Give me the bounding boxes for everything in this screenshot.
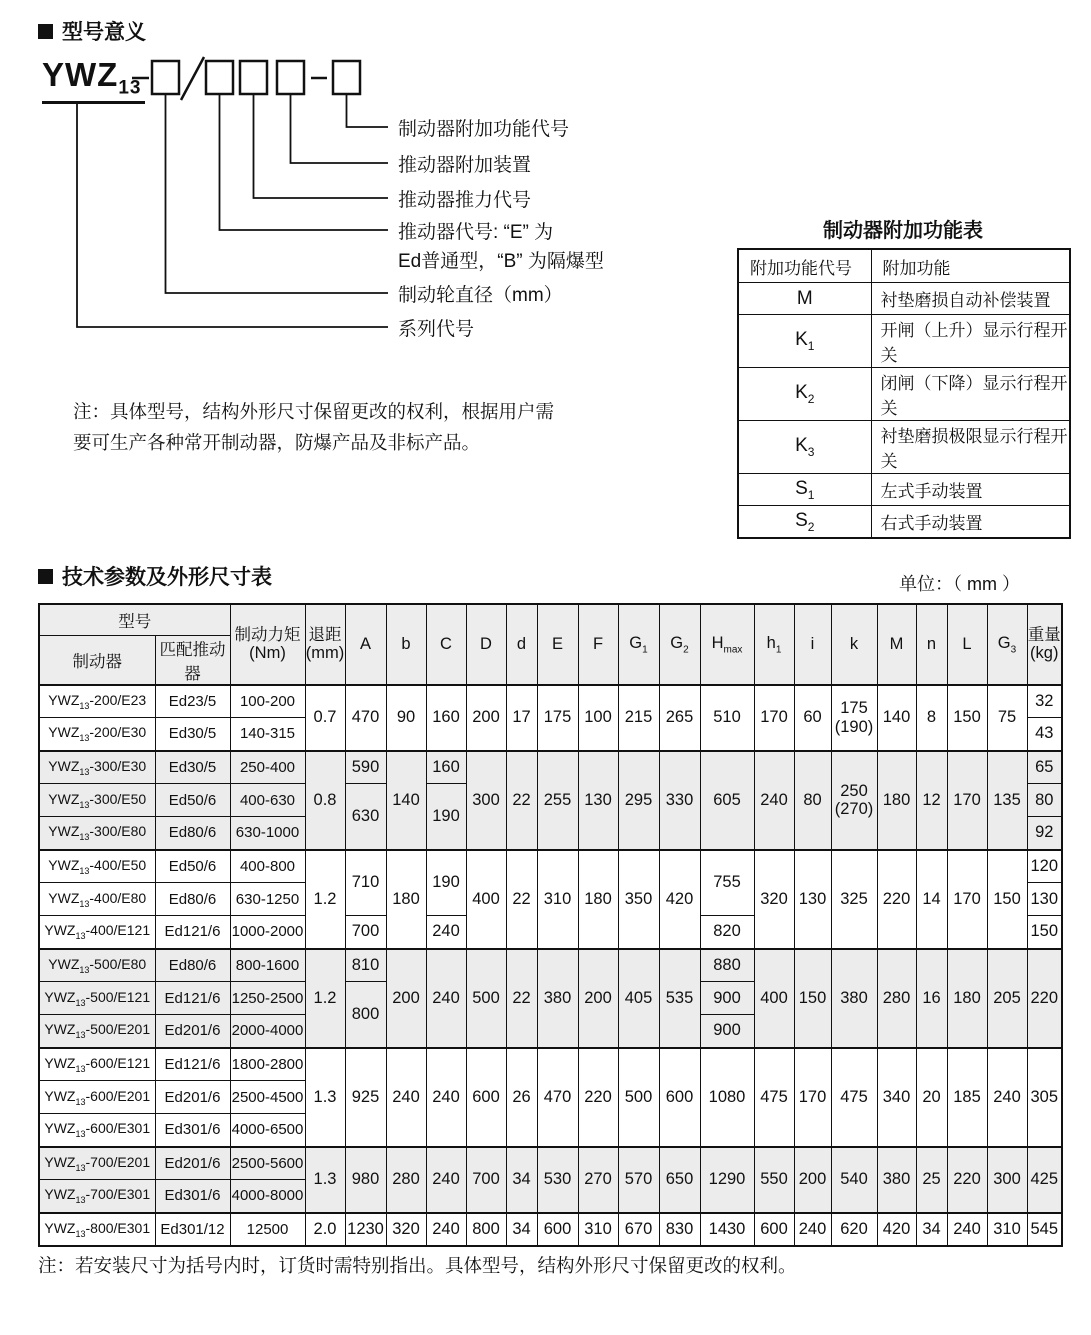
- cell: 550: [754, 1147, 794, 1213]
- cell: Ed301/12: [155, 1213, 230, 1246]
- cell: 200: [578, 949, 618, 1048]
- cell: Ed201/6: [155, 1015, 230, 1048]
- cell: 140: [877, 685, 916, 751]
- cell: Ed121/6: [155, 982, 230, 1015]
- cell: $S_2$: [738, 506, 871, 539]
- cell: 120: [1027, 850, 1062, 883]
- cell: 380: [877, 1147, 916, 1213]
- cell: 510: [700, 685, 754, 751]
- cell: 60: [794, 685, 831, 751]
- header-cell: $h_1$: [754, 604, 794, 685]
- cell: 425: [1027, 1147, 1062, 1213]
- cell: 800: [345, 982, 386, 1048]
- cell: 830: [659, 1213, 700, 1246]
- cell: 衬垫磨损自动补偿装置: [871, 283, 1070, 315]
- cell: 320: [754, 850, 794, 949]
- cell: $K_2$: [738, 368, 871, 421]
- cell: 600: [466, 1048, 506, 1147]
- cell: 80: [794, 751, 831, 850]
- cell: 90: [386, 685, 426, 751]
- cell: 295: [618, 751, 659, 850]
- cell: 630: [345, 784, 386, 850]
- cell: 280: [877, 949, 916, 1048]
- cell: 34: [506, 1213, 537, 1246]
- cell: $YWZ_{13}-700/E201$: [39, 1147, 155, 1180]
- cell: 170: [794, 1048, 831, 1147]
- cell: 190: [426, 850, 466, 916]
- cell: 20: [916, 1048, 947, 1147]
- cell: 350: [618, 850, 659, 949]
- cell: 22: [506, 949, 537, 1048]
- header-cell: 退距 (mm): [305, 604, 345, 685]
- cell: 43: [1027, 718, 1062, 751]
- cell: Ed201/6: [155, 1147, 230, 1180]
- cell: 600: [659, 1048, 700, 1147]
- cell: Ed30/5: [155, 751, 230, 784]
- note-top: 注：具体型号，结构外形尺寸保留更改的权利，根据用户需要可生产各种常开制动器，防爆产品及非标产品。: [73, 401, 555, 453]
- cell: 17: [506, 685, 537, 751]
- cell: 左式手动装置: [871, 474, 1070, 506]
- header-cell: i: [794, 604, 831, 685]
- table-row: [39, 604, 1062, 635]
- cell: 2500-4500: [230, 1081, 305, 1114]
- cell: 540: [831, 1147, 877, 1213]
- cell: $YWZ_{13}-700/E301$: [39, 1180, 155, 1213]
- cell: 140: [386, 751, 426, 850]
- cell: 32: [1027, 685, 1062, 718]
- cell: 605: [700, 751, 754, 850]
- diagram-label-series-code: 系列代号: [398, 319, 475, 340]
- cell: $YWZ_{13}-500/E121$: [39, 982, 155, 1015]
- cell: 240: [426, 949, 466, 1048]
- diagram-label-wheel-diameter: 制动轮直径（mm）: [398, 285, 563, 306]
- cell: 240: [754, 751, 794, 850]
- cell: 190: [426, 784, 466, 850]
- cell: 1.2: [305, 850, 345, 949]
- cell: 0.8: [305, 751, 345, 850]
- table-row: [738, 421, 1070, 474]
- cell: 405: [618, 949, 659, 1048]
- cell: 310: [578, 1213, 618, 1246]
- cell: 220: [947, 1147, 987, 1213]
- cell: 320: [386, 1213, 426, 1246]
- cell: 240: [426, 916, 466, 949]
- cell: 75: [987, 685, 1027, 751]
- cell: 1230: [345, 1213, 386, 1246]
- cell: 810: [345, 949, 386, 982]
- cell: 175: [537, 685, 578, 751]
- cell: 420: [659, 850, 700, 949]
- cell: 220: [578, 1048, 618, 1147]
- cell: 900: [700, 1015, 754, 1048]
- note-bottom: 注：若安装尺寸为括号内时，订货时需特别指出。具体型号，结构外形尺寸保留更改的权利。: [38, 1255, 797, 1276]
- cell: 475: [831, 1048, 877, 1147]
- cell: 280: [386, 1147, 426, 1213]
- cell: 160: [426, 685, 466, 751]
- cell: 630-1000: [230, 817, 305, 850]
- cell: $YWZ_{13}-400/E80$: [39, 883, 155, 916]
- cell: 310: [537, 850, 578, 949]
- cell: 衬垫磨损极限显示行程开关: [871, 421, 1070, 474]
- cell: 22: [506, 751, 537, 850]
- cell: 150: [947, 685, 987, 751]
- cell: 700: [466, 1147, 506, 1213]
- cell: 1000-2000: [230, 916, 305, 949]
- table-row: [39, 949, 1062, 982]
- cell: 380: [537, 949, 578, 1048]
- cell: 26: [506, 1048, 537, 1147]
- cell: 180: [578, 850, 618, 949]
- cell: 400-800: [230, 850, 305, 883]
- function-table-head: [738, 249, 1070, 283]
- cell: 545: [1027, 1213, 1062, 1246]
- cell: $YWZ_{13}-400/E50$: [39, 850, 155, 883]
- cell: 305: [1027, 1048, 1062, 1147]
- cell: Ed301/6: [155, 1180, 230, 1213]
- cell: 2500-5600: [230, 1147, 305, 1180]
- header-cell: L: [947, 604, 987, 685]
- cell: 185: [947, 1048, 987, 1147]
- cell: $YWZ_{13}-600/E201$: [39, 1081, 155, 1114]
- cell: 200: [794, 1147, 831, 1213]
- cell: $YWZ_{13}-200/E23$: [39, 685, 155, 718]
- cell: 140-315: [230, 718, 305, 751]
- cell: 400-630: [230, 784, 305, 817]
- header-cell: $G_3$: [987, 604, 1027, 685]
- cell: 600: [537, 1213, 578, 1246]
- cell: 240: [947, 1213, 987, 1246]
- cell: 250 (270): [831, 751, 877, 850]
- cell: 135: [987, 751, 1027, 850]
- cell: 300: [466, 751, 506, 850]
- cell: 590: [345, 751, 386, 784]
- cell: $YWZ_{13}-600/E121$: [39, 1048, 155, 1081]
- section-title: 技术参数及外形尺寸表: [62, 566, 272, 589]
- cell: 500: [466, 949, 506, 1048]
- table-row: [39, 685, 1062, 718]
- cell: $S_1$: [738, 474, 871, 506]
- cell: 710: [345, 850, 386, 916]
- cell: 420: [877, 1213, 916, 1246]
- cell: 980: [345, 1147, 386, 1213]
- section-marker-icon: [38, 569, 53, 584]
- cell: 0.7: [305, 685, 345, 751]
- cell: 14: [916, 850, 947, 949]
- cell: 100-200: [230, 685, 305, 718]
- function-table-title: 制动器附加功能表: [823, 220, 983, 242]
- cell: 170: [754, 685, 794, 751]
- cell: 1080: [700, 1048, 754, 1147]
- header-cell: C: [426, 604, 466, 685]
- cell: 1.3: [305, 1048, 345, 1147]
- cell: 150: [987, 850, 1027, 949]
- cell: 325: [831, 850, 877, 949]
- cell: 150: [794, 949, 831, 1048]
- header-cell: D: [466, 604, 506, 685]
- cell: $YWZ_{13}-400/E121$: [39, 916, 155, 949]
- cell: 开闸（上升）显示行程开关: [871, 315, 1070, 368]
- diagram-label-thrust-code: 推动器推力代号: [398, 190, 532, 211]
- cell: 300: [987, 1147, 1027, 1213]
- cell: 1430: [700, 1213, 754, 1246]
- header-cell: 制动器: [39, 635, 155, 685]
- cell: $YWZ_{13}-200/E30$: [39, 718, 155, 751]
- header-cell: 附加功能: [871, 249, 1070, 283]
- cell: 250-400: [230, 751, 305, 784]
- cell: 400: [466, 850, 506, 949]
- cell: 160: [426, 751, 466, 784]
- cell: 25: [916, 1147, 947, 1213]
- cell: 130: [794, 850, 831, 949]
- cell: 900: [700, 982, 754, 1015]
- header-cell: E: [537, 604, 578, 685]
- cell: 240: [426, 1048, 466, 1147]
- cell: 1.3: [305, 1147, 345, 1213]
- cell: Ed301/6: [155, 1114, 230, 1147]
- table-row: [738, 283, 1070, 315]
- cell: $K_3$: [738, 421, 871, 474]
- header-cell: 制动力矩 (Nm): [230, 604, 305, 685]
- cell: 620: [831, 1213, 877, 1246]
- cell: $YWZ_{13}-800/E301$: [39, 1213, 155, 1246]
- cell: 80: [1027, 784, 1062, 817]
- header-cell: n: [916, 604, 947, 685]
- cell: 400: [754, 949, 794, 1048]
- cell: 1800-2800: [230, 1048, 305, 1081]
- tech-params-head: [39, 604, 1062, 685]
- table-row: [39, 1048, 1062, 1081]
- diagram-label-function-code: 制动器附加功能代号: [398, 119, 570, 140]
- header-cell: 匹配推动器: [155, 635, 230, 685]
- table-row: [738, 368, 1070, 421]
- tech-params-table: [38, 603, 1063, 1247]
- cell: 215: [618, 685, 659, 751]
- cell: Ed201/6: [155, 1081, 230, 1114]
- section-heading-tech-params: [38, 561, 272, 591]
- cell: 340: [877, 1048, 916, 1147]
- function-table: [737, 248, 1071, 539]
- cell: Ed121/6: [155, 1048, 230, 1081]
- cell: 220: [1027, 949, 1062, 1048]
- table-row: [39, 850, 1062, 883]
- header-cell: $H_{max}$: [700, 604, 754, 685]
- cell: $YWZ_{13}-300/E30$: [39, 751, 155, 784]
- cell: 34: [916, 1213, 947, 1246]
- cell: 755: [700, 850, 754, 916]
- cell: 240: [987, 1048, 1027, 1147]
- header-cell: 附加功能代号: [738, 249, 871, 283]
- cell: Ed80/6: [155, 949, 230, 982]
- cell: Ed80/6: [155, 817, 230, 850]
- cell: 475: [754, 1048, 794, 1147]
- table-row: [39, 1147, 1062, 1180]
- header-cell: $G_2$: [659, 604, 700, 685]
- cell: Ed50/6: [155, 784, 230, 817]
- diagram-label-thruster-addon: 推动器附加装置: [398, 155, 532, 176]
- cell: 闭闸（下降）显示行程开关: [871, 368, 1070, 421]
- cell: 600: [754, 1213, 794, 1246]
- cell: 1250-2500: [230, 982, 305, 1015]
- cell: 310: [987, 1213, 1027, 1246]
- header-cell: 型号: [39, 604, 230, 635]
- cell: 925: [345, 1048, 386, 1147]
- cell: $YWZ_{13}-300/E50$: [39, 784, 155, 817]
- cell: 200: [466, 685, 506, 751]
- model-code-diagram: [0, 0, 760, 360]
- table-row: [738, 315, 1070, 368]
- cell: 880: [700, 949, 754, 982]
- cell: 570: [618, 1147, 659, 1213]
- cell: 500: [618, 1048, 659, 1147]
- table-row: [738, 474, 1070, 506]
- cell: 16: [916, 949, 947, 1048]
- unit-label: 单位：（ mm ）: [899, 574, 1020, 594]
- header-cell: b: [386, 604, 426, 685]
- cell: 470: [345, 685, 386, 751]
- table-row: [738, 506, 1070, 539]
- cell: 800-1600: [230, 949, 305, 982]
- cell: 右式手动装置: [871, 506, 1070, 539]
- cell: 240: [386, 1048, 426, 1147]
- cell: 820: [700, 916, 754, 949]
- section-title: 型号意义: [62, 21, 146, 44]
- cell: 65: [1027, 751, 1062, 784]
- cell: 8: [916, 685, 947, 751]
- cell: 650: [659, 1147, 700, 1213]
- cell: 170: [947, 751, 987, 850]
- cell: $YWZ_{13}-500/E80$: [39, 949, 155, 982]
- cell: Ed23/5: [155, 685, 230, 718]
- table-row: [39, 1213, 1062, 1246]
- diagram-label-thruster-code-line1: 推动器代号: “E” 为: [398, 222, 554, 243]
- function-table-body: [738, 283, 1070, 539]
- cell: 130: [578, 751, 618, 850]
- cell: Ed50/6: [155, 850, 230, 883]
- cell: 34: [506, 1147, 537, 1213]
- cell: Ed30/5: [155, 718, 230, 751]
- cell: 4000-8000: [230, 1180, 305, 1213]
- cell: 240: [426, 1147, 466, 1213]
- cell: 255: [537, 751, 578, 850]
- cell: 535: [659, 949, 700, 1048]
- cell: Ed121/6: [155, 916, 230, 949]
- cell: 92: [1027, 817, 1062, 850]
- cell: 530: [537, 1147, 578, 1213]
- cell: 175 (190): [831, 685, 877, 751]
- cell: $YWZ_{13}-600/E301$: [39, 1114, 155, 1147]
- cell: M: [738, 283, 871, 315]
- cell: 240: [426, 1213, 466, 1246]
- table-row: [39, 751, 1062, 784]
- cell: 200: [386, 949, 426, 1048]
- cell: 130: [1027, 883, 1062, 916]
- cell: 265: [659, 685, 700, 751]
- cell: $YWZ_{13}-300/E80$: [39, 817, 155, 850]
- cell: 180: [877, 751, 916, 850]
- cell: 800: [466, 1213, 506, 1246]
- cell: 4000-6500: [230, 1114, 305, 1147]
- diagram-label-thruster-code-line2: Ed普通型，“B” 为隔爆型: [398, 251, 604, 272]
- cell: 470: [537, 1048, 578, 1147]
- cell: 180: [947, 949, 987, 1048]
- table-row: [738, 249, 1070, 283]
- cell: $YWZ_{13}-500/E201$: [39, 1015, 155, 1048]
- header-cell: M: [877, 604, 916, 685]
- cell: 1290: [700, 1147, 754, 1213]
- cell: 330: [659, 751, 700, 850]
- model-series-code: $YWZ_{13}$: [42, 56, 145, 104]
- header-cell: 重量 (kg): [1027, 604, 1062, 685]
- cell: $K_1$: [738, 315, 871, 368]
- cell: 12: [916, 751, 947, 850]
- cell: 670: [618, 1213, 659, 1246]
- header-cell: F: [578, 604, 618, 685]
- cell: 170: [947, 850, 987, 949]
- tech-params-body: [39, 685, 1062, 1246]
- cell: 270: [578, 1147, 618, 1213]
- cell: 180: [386, 850, 426, 949]
- cell: 700: [345, 916, 386, 949]
- cell: 150: [1027, 916, 1062, 949]
- cell: 240: [794, 1213, 831, 1246]
- cell: 100: [578, 685, 618, 751]
- cell: 380: [831, 949, 877, 1048]
- header-cell: A: [345, 604, 386, 685]
- cell: 22: [506, 850, 537, 949]
- cell: Ed80/6: [155, 883, 230, 916]
- cell: 1.2: [305, 949, 345, 1048]
- cell: 2.0: [305, 1213, 345, 1246]
- header-cell: k: [831, 604, 877, 685]
- cell: 205: [987, 949, 1027, 1048]
- header-cell: $G_1$: [618, 604, 659, 685]
- cell: 2000-4000: [230, 1015, 305, 1048]
- header-cell: d: [506, 604, 537, 685]
- cell: 12500: [230, 1213, 305, 1246]
- cell: 630-1250: [230, 883, 305, 916]
- cell: 220: [877, 850, 916, 949]
